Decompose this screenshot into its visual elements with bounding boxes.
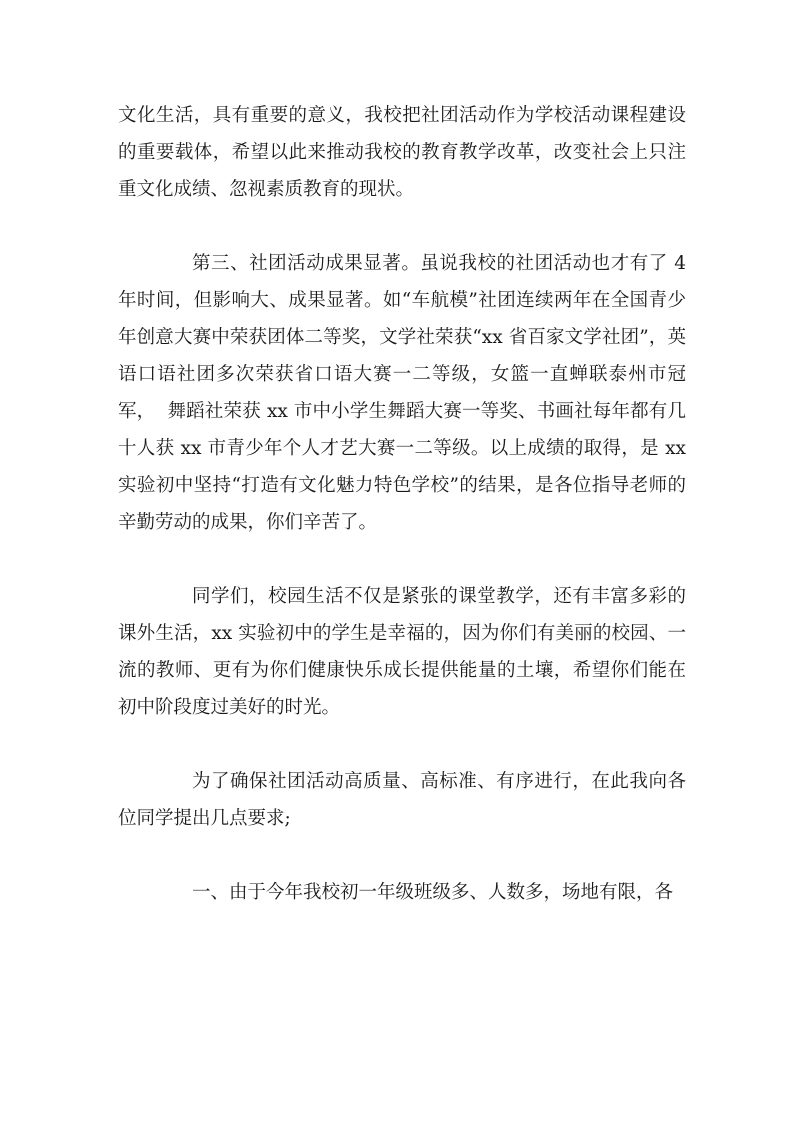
document-body [118, 97, 686, 948]
paragraph-3: 同学们，校园生活不仅是紧张的课堂教学，还有丰富多彩的课外生活，xx 实验初中的学生是幸福的，因为你们有美丽的校园、一流的教师、更有为你们健康快乐成长提供能量的土壤，希望你们能在初中阶段度过美好的时光。 [118, 586, 686, 718]
paragraph-1: 文化生活，具有重要的意义，我校把社团活动作为学校活动课程建设的重要载体，希望以此来推动我校的教育教学改革，改变社会上只注重文化成绩、忽视素质教育的现状。 [118, 105, 686, 200]
paragraph-5: 一、由于今年我校初一年级班级多、人数多，场地有限，各 [192, 882, 674, 903]
paragraph-4: 为了确保社团活动高质量、高标准、有序进行，在此我向各位同学提出几点要求; [118, 771, 686, 829]
paragraph-2: 第三、社团活动成果显著。虽说我校的社团活动也才有了 4年时间，但影响大、成果显著。如“车航模”社团连续两年在全国青少年创意大赛中荣获团体二等奖，文学社荣获“xx 省百家文学社团”，英语口语社团多次荣获省口语大赛一二等级，女篮一直蝉联泰州市冠军， 舞蹈社荣获 xx 市中小学生舞蹈大赛一等奖、书画社每年都有几十人获 xx 市青少年个人才艺大赛一二等级。以上成绩的取得，是 xx实验初中坚持“打造有文化魅力特色学校”的结果，是各位指导老师的辛勤劳动的成果，你们辛苦了。 [118, 253, 686, 533]
